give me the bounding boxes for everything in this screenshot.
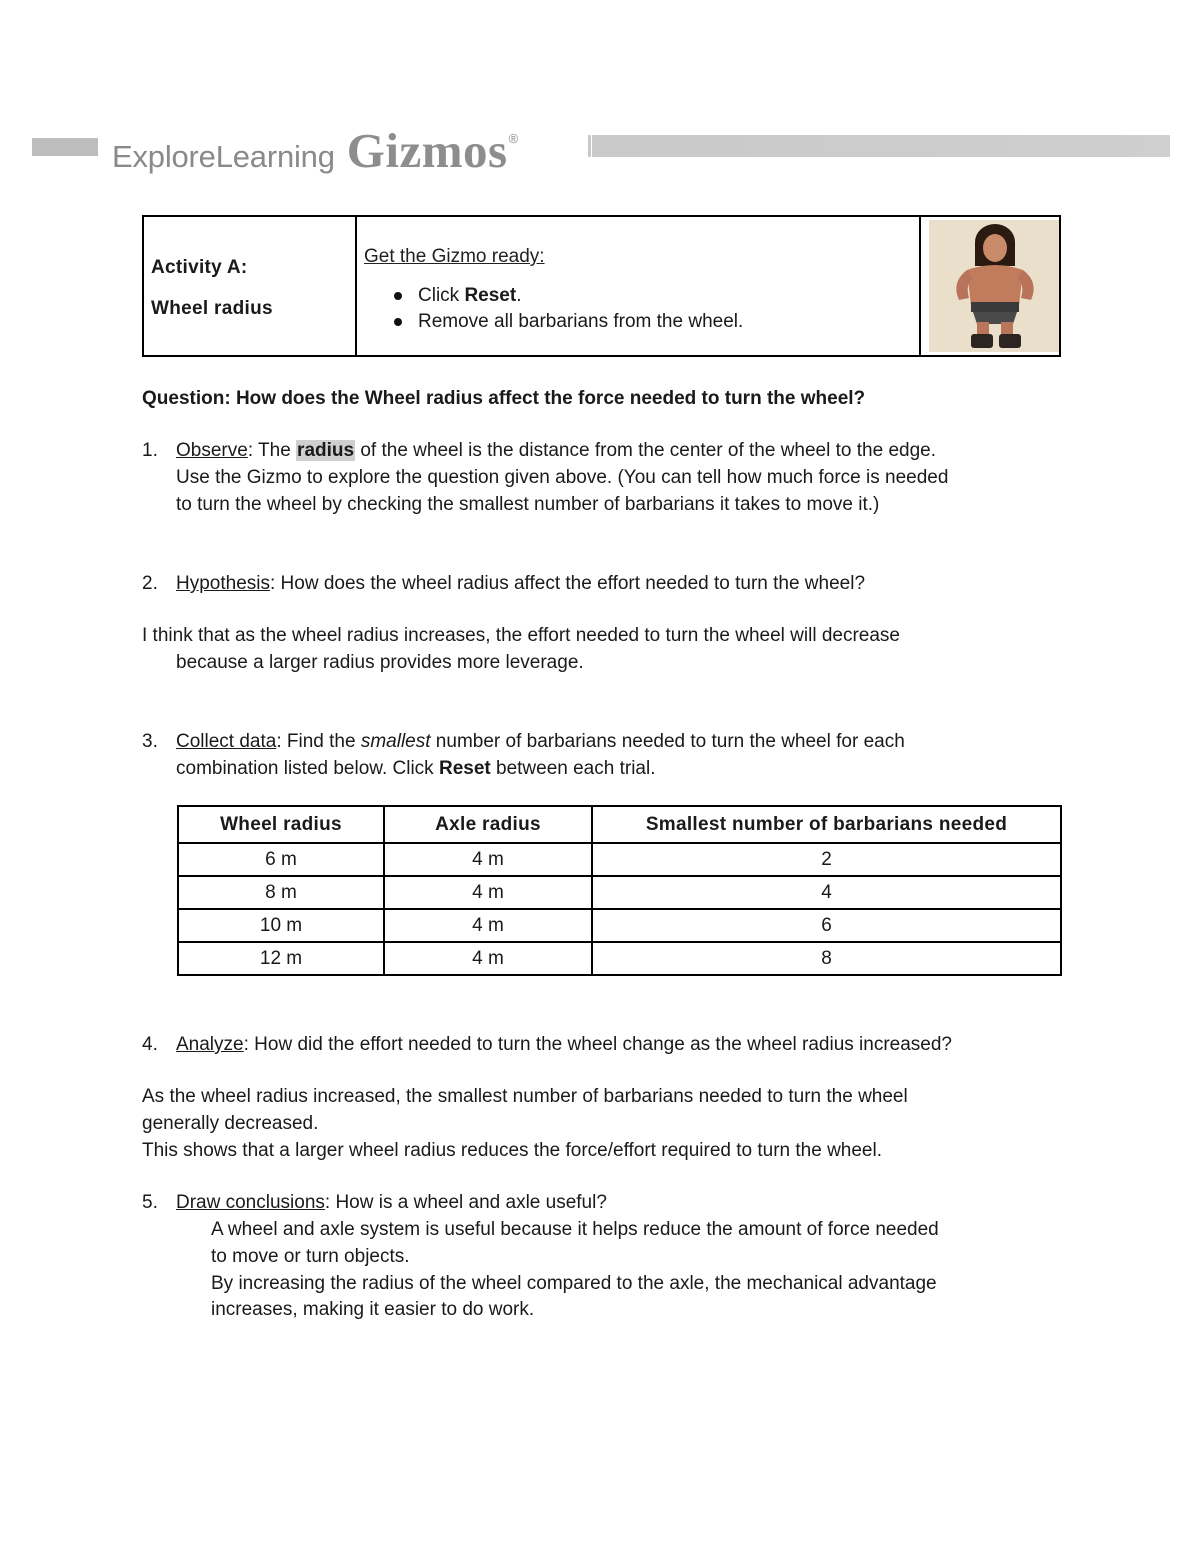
table-row (178, 942, 1061, 975)
data-table (177, 805, 1062, 976)
conclusion-answer-line3: By increasing the radius of the wheel compared to the axle, the mechanical advantage (211, 1273, 937, 1294)
hypothesis-answer-line2: because a larger radius provides more leverage. (176, 652, 584, 673)
wheel-radius-cell: 10 m (178, 909, 384, 942)
analyze-answer-line1: As the wheel radius increased, the smallest number of barbarians needed to turn the wheel (142, 1086, 908, 1107)
header-axle-radius: Axle radius (384, 806, 592, 843)
analyze-answer-line2: generally decreased. (142, 1113, 319, 1134)
activity-subtitle: Wheel radius (151, 298, 273, 319)
get-ready-heading: Get the Gizmo ready: (364, 246, 545, 267)
barbarians-cell: 4 (592, 876, 1061, 909)
activity-title-cell (144, 217, 357, 355)
table-row (178, 876, 1061, 909)
question-heading: Question: How does the Wheel radius affect the force needed to turn the wheel? (142, 388, 866, 409)
item4-line1: Analyze: How did the effort needed to turn the wheel change as the wheel radius increased? (176, 1034, 952, 1055)
smallest-italic: smallest (360, 731, 431, 752)
reset-label: Reset (464, 285, 517, 306)
observe-label: Observe (176, 440, 248, 461)
brand-registered-mark: ® (508, 131, 519, 146)
axle-radius-cell: 4 m (384, 843, 592, 876)
axle-radius-cell: 4 m (384, 909, 592, 942)
analyze-answer-line3: This shows that a larger wheel radius reduces the force/effort required to turn the wheel. (142, 1140, 882, 1161)
banner-bar-left (32, 138, 98, 156)
instruction-item: Click Reset. (391, 283, 743, 309)
reset-label: Reset (438, 758, 491, 779)
axle-radius-cell: 4 m (384, 942, 592, 975)
wheel-radius-cell: 12 m (178, 942, 384, 975)
activity-table (142, 215, 1061, 357)
bullet-icon (394, 318, 402, 326)
axle-radius-cell: 4 m (384, 876, 592, 909)
item2-line1: Hypothesis: How does the wheel radius affect the effort needed to turn the wheel? (176, 573, 866, 594)
draw-conclusions-label: Draw conclusions (176, 1192, 325, 1213)
item1-line3: to turn the wheel by checking the smallest number of barbarians it takes to move it.) (176, 494, 880, 515)
wheel-radius-cell: 6 m (178, 843, 384, 876)
header-banner (0, 118, 1200, 178)
item3-line2: combination listed below. Click Reset between each trial. (176, 758, 656, 779)
item1-line1: Observe: The radius of the wheel is the distance from the center of the wheel to the edge. (176, 440, 936, 461)
item1-number: 1. (142, 440, 158, 461)
collect-data-label: Collect data (176, 731, 277, 752)
table-row (178, 909, 1061, 942)
conclusion-answer-line2: to move or turn objects. (211, 1246, 410, 1267)
brand-gizmos: Gizmos (346, 123, 508, 178)
banner-bar-right (592, 135, 1170, 157)
instruction-list (391, 283, 743, 335)
item4-number: 4. (142, 1034, 158, 1055)
radius-highlight: radius (297, 440, 355, 461)
barbarian-figure-icon (929, 220, 1059, 352)
wheel-radius-cell: 8 m (178, 876, 384, 909)
bullet-icon (394, 292, 402, 300)
item3-number: 3. (142, 731, 158, 752)
analyze-label: Analyze (176, 1034, 244, 1055)
barbarian-image (929, 220, 1059, 352)
conclusion-answer-line4: increases, making it easier to do work. (211, 1299, 535, 1320)
barbarians-cell: 8 (592, 942, 1061, 975)
hypothesis-label: Hypothesis (176, 573, 270, 594)
barbarians-cell: 2 (592, 843, 1061, 876)
table-header-row (178, 806, 1061, 843)
table-row (178, 843, 1061, 876)
item2-number: 2. (142, 573, 158, 594)
activity-instructions-cell (357, 217, 921, 355)
item5-line1: Draw conclusions: How is a wheel and axle useful? (176, 1192, 607, 1213)
item3-line1: Collect data: Find the smallest number of barbarians needed to turn the wheel for each (176, 731, 905, 752)
brand-logo (112, 122, 518, 176)
item5-number: 5. (142, 1192, 158, 1213)
conclusion-answer-line1: A wheel and axle system is useful because it helps reduce the amount of force needed (211, 1219, 939, 1240)
header-wheel-radius: Wheel radius (178, 806, 384, 843)
instruction-item: Remove all barbarians from the wheel. (391, 309, 743, 335)
header-barbarians-needed: Smallest number of barbarians needed (592, 806, 1061, 843)
hypothesis-answer-line1: I think that as the wheel radius increases, the effort needed to turn the wheel will decrease (142, 625, 900, 646)
activity-title: Activity A: (151, 257, 248, 278)
barbarians-cell: 6 (592, 909, 1061, 942)
activity-image-cell (921, 217, 1059, 355)
item1-line2: Use the Gizmo to explore the question given above. (You can tell how much force is needed (176, 467, 949, 488)
brand-explorelearning: ExploreLearning (112, 139, 335, 174)
